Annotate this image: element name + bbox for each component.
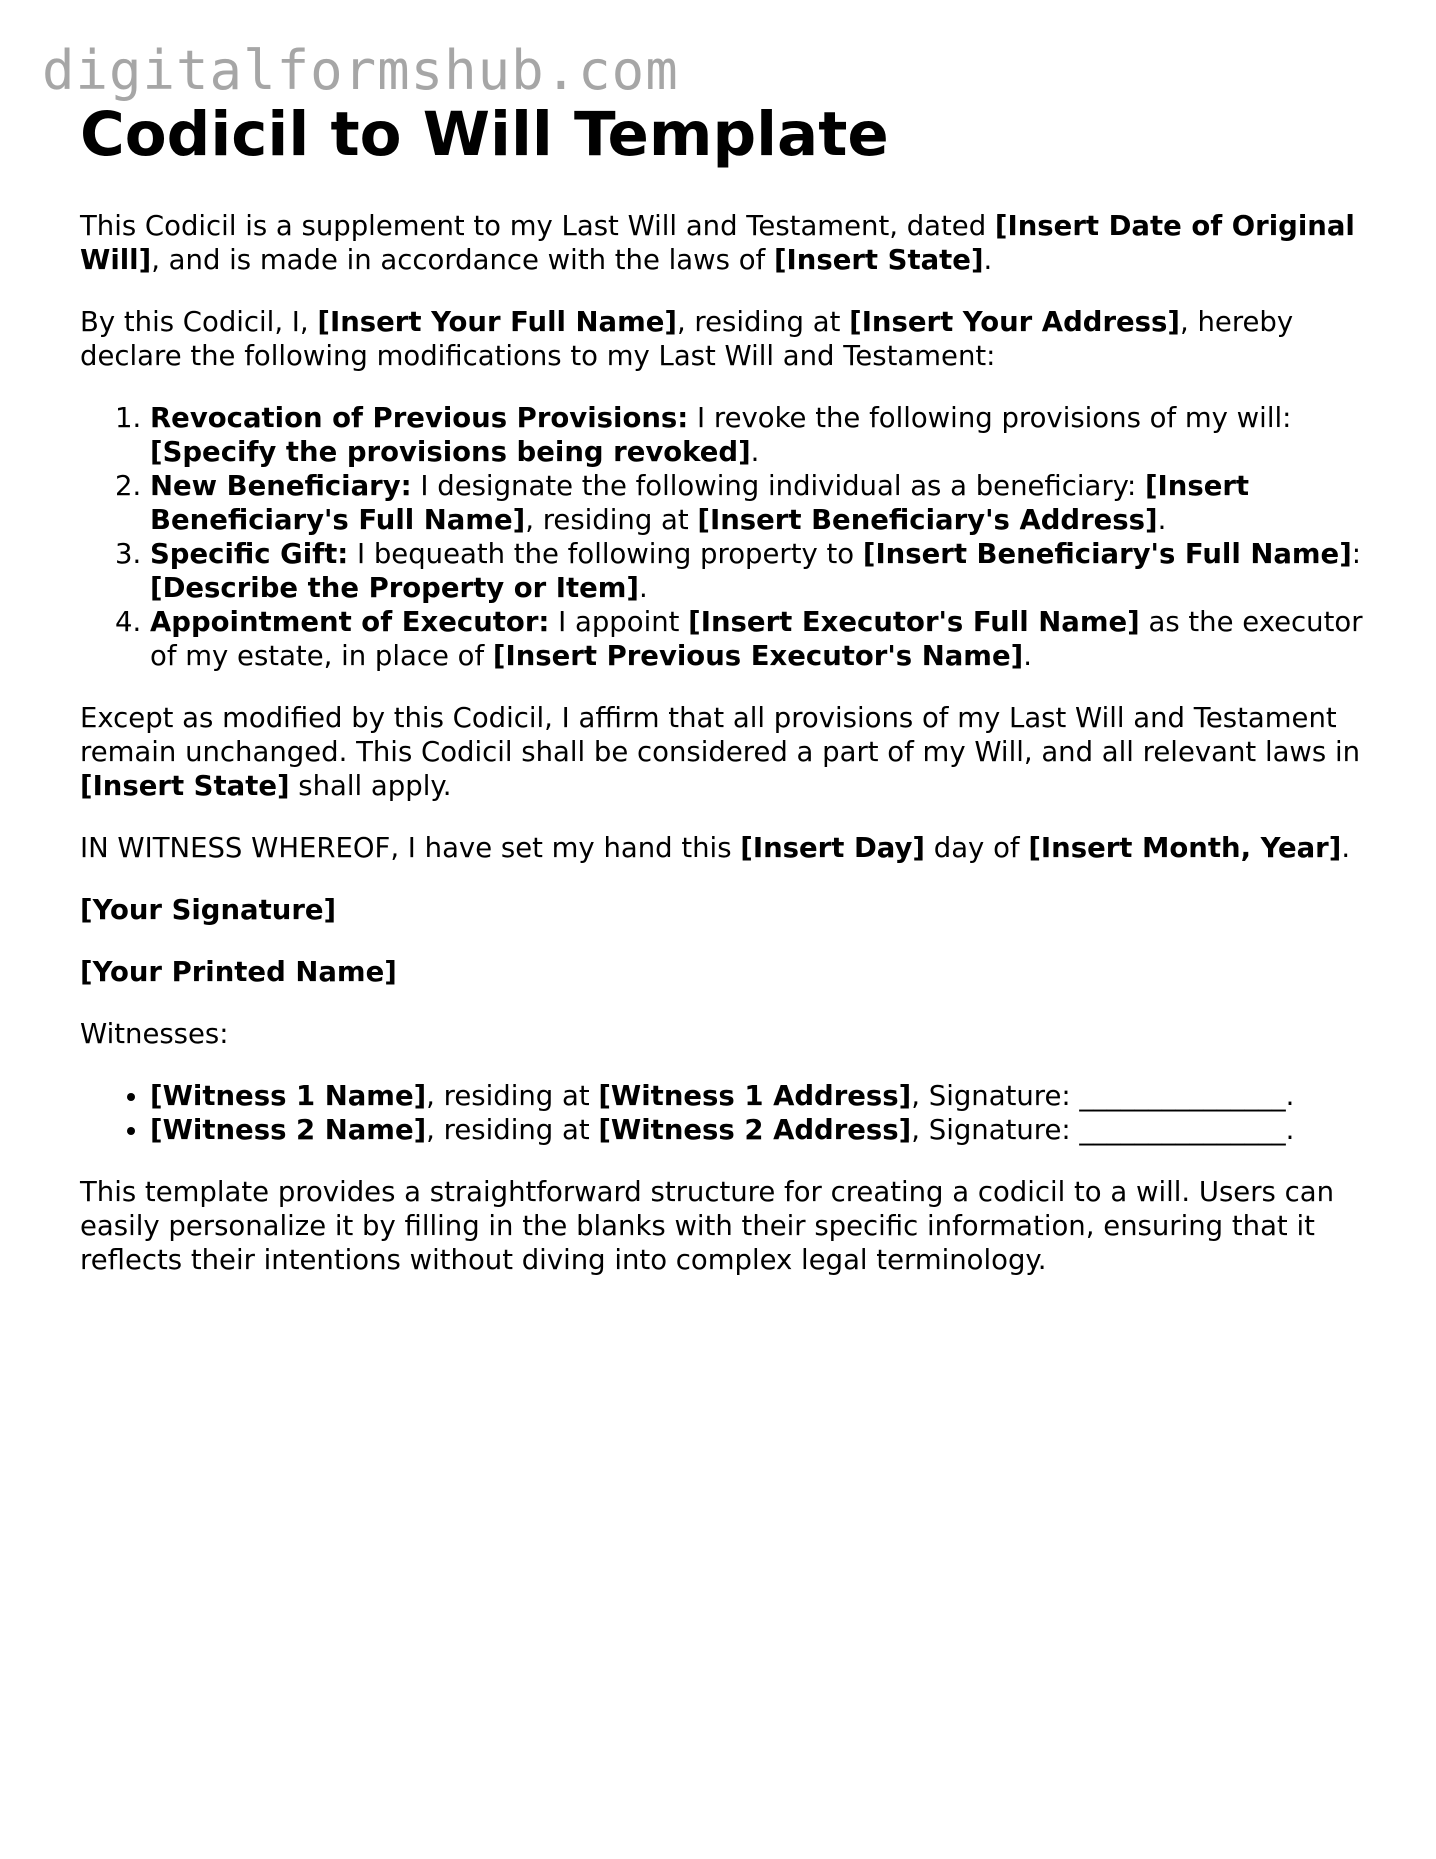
state-placeholder: [Insert State] [773,244,984,277]
witnesses-label: Witnesses: [80,1018,229,1051]
witness-clause-text-1: IN WITNESS WHEREOF, I have set my hand this [80,832,741,865]
witnesses-list [80,1079,1370,1147]
item-text: I designate the following individual as a beneficiary: [411,470,1145,503]
affirmation-paragraph [80,701,1370,803]
signature-line [80,893,1370,927]
item-placeholder: [Describe the Property or Item] [150,572,639,605]
item-heading: Revocation of Previous Provisions: [150,402,689,435]
witness-item-2 [150,1113,1370,1147]
witness-clause-text-3: . [1341,832,1351,865]
item-text: as the executor of my estate, in place of [150,606,1363,673]
state-placeholder: [Insert State] [80,770,290,803]
item-placeholder: [Insert Executor's Full Name] [688,606,1140,639]
witness-signature-text: , Signature: _______________. [911,1080,1295,1113]
day-placeholder: [Insert Day] [740,832,925,865]
item-text: : [1351,538,1362,571]
declaration-paragraph [80,305,1370,373]
witness-address-placeholder: [Witness 2 Address] [598,1114,912,1147]
list-item-specific-gift [150,537,1370,605]
full-name-placeholder: [Insert Your Full Name] [317,306,677,339]
item-text: . [1157,504,1167,537]
witness-text: , residing at [426,1114,599,1147]
intro-text-2: , and is made in accordance with the laws of [151,244,774,277]
witness-name-placeholder: [Witness 1 Name] [150,1080,427,1113]
item-text: I bequeath the following property to [348,538,863,571]
original-will-date-placeholder: [Insert Date of Original Will] [80,210,1355,277]
month-year-placeholder: [Insert Month, Year] [1028,832,1342,865]
item-text: , residing at [525,504,698,537]
signature-placeholder: [Your Signature] [80,894,337,927]
item-heading: Appointment of Executor: [150,606,550,639]
modifications-list [80,401,1370,673]
item-text: . [1023,640,1032,673]
item-text: . [639,572,648,605]
footer-paragraph: This template provides a straightforward structure for creating a codicil to a will. Users can easily personalize it by filling in the blanks with their specific information, ensuring that it reflects their intentions without diving into complex legal terminology. [80,1176,1335,1277]
item-text: I appoint [549,606,689,639]
item-text: . [750,436,760,469]
item-placeholder: [Insert Previous Executor's Name] [492,640,1024,673]
intro-text-3: . [983,244,993,277]
printed-name-line [80,955,1370,989]
intro-paragraph [80,209,1370,277]
declaration-text-2: , residing at [676,306,850,339]
affirmation-text-1: Except as modified by this Codicil, I affirm that all provisions of my Last Will and Testament remain unchanged. This Codicil shall be considered a part of my Will, and all relevant laws in [80,702,1361,769]
item-heading: Specific Gift: [150,538,349,571]
item-placeholder: [Insert Beneficiary's Full Name] [862,538,1352,571]
item-heading: New Beneficiary: [150,470,412,503]
affirmation-text-2: shall apply. [289,770,452,803]
address-placeholder: [Insert Your Address] [849,306,1180,339]
list-item-new-beneficiary [150,469,1370,537]
declaration-text-1: By this Codicil, I, [80,306,318,339]
declaration-text-3: , hereby declare the following modifications to my Last Will and Testament: [80,306,1294,373]
document-body [80,98,1370,1305]
witness-signature-text: , Signature: _______________. [911,1114,1295,1147]
item-text: I revoke the following provisions of my will: [688,402,1292,435]
intro-text-1: This Codicil is a supplement to my Last Will and Testament, dated [80,210,995,243]
witness-name-placeholder: [Witness 2 Name] [150,1114,427,1147]
item-placeholder: [Insert Beneficiary's Address] [697,504,1158,537]
item-placeholder: [Insert Beneficiary's Full Name] [150,470,1250,537]
witness-address-placeholder: [Witness 1 Address] [598,1080,912,1113]
witness-text: , residing at [426,1080,599,1113]
witness-clause-text-2: day of [925,832,1029,865]
watermark: digitalformshub.com [42,39,679,102]
list-item-executor [150,605,1370,673]
list-item-revocation [150,401,1370,469]
witness-clause-paragraph [80,831,1370,865]
witness-item-1 [150,1079,1370,1113]
item-placeholder: [Specify the provisions being revoked] [150,436,751,469]
page-title: Codicil to Will Template [80,99,889,170]
printed-name-placeholder: [Your Printed Name] [80,956,397,989]
